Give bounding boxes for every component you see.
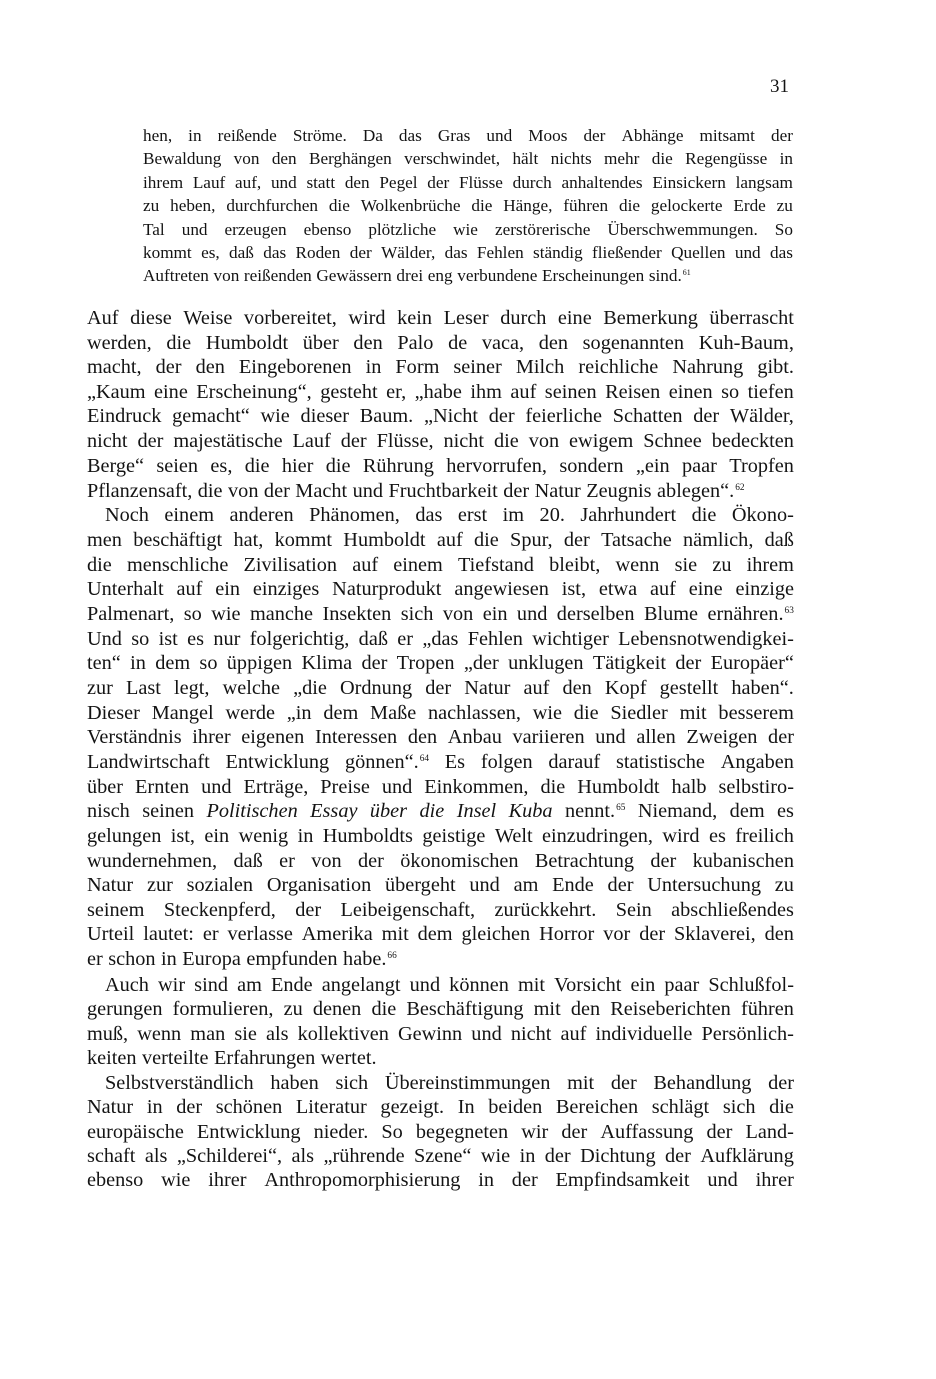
- body-line: Berge“ seien es, die hier die Rührung hervorrufen, sondern „ein paar Tropfen: [87, 455, 794, 477]
- body-line: „Kaum eine Erscheinung“, gesteht er, „habe ihm auf seinen Reisen einen so tiefen: [87, 381, 794, 403]
- page-number: 31: [770, 76, 789, 97]
- body-line: seinem Steckenpferd, der Leibeigenschaft, zurückkehrt. Sein abschließendes: [87, 899, 794, 921]
- body-line: Pflanzensaft, die von der Macht und Fruchtbarkeit der Natur Zeugnis ablegen“.$^{62}$: [87, 480, 745, 502]
- quote-line: Auftreten von reißenden Gewässern drei eng verbundene Erscheinungen sind.$^{61}$: [143, 266, 691, 285]
- body-line: wundernehmen, daß er von der ökonomischen Betrachtung der kubanischen: [87, 850, 794, 872]
- body-line: werden, die Humboldt über den Palo de vaca, den sogenannten Kuh-Baum,: [87, 332, 794, 354]
- body-line: Selbstverständlich haben sich Übereinstimmungen mit der Behandlung der: [105, 1072, 794, 1094]
- footnote-marker: 65: [616, 803, 626, 813]
- footnote-marker: 63: [784, 606, 794, 616]
- body-line: Natur in der schönen Literatur gezeigt. In beiden Bereichen schlägt sich die: [87, 1096, 794, 1118]
- body-line: gelungen ist, ein wenig in Humboldts geistige Welt einzudringen, wird es freilich: [87, 825, 794, 847]
- footnote-marker: 62: [735, 483, 745, 493]
- footnote-marker: 61: [682, 268, 691, 278]
- body-line: europäische Entwicklung nieder. So begegneten wir der Auffassung der Land-: [87, 1121, 794, 1143]
- body-line: Und so ist es nur folgerichtig, daß er „das Fehlen wichtiger Lebensnotwendigkei-: [87, 628, 794, 650]
- body-line: Urteil lautet: er verlasse Amerika mit dem gleichen Horror vor der Sklaverei, den: [87, 923, 794, 945]
- body-line: nicht der majestätische Lauf der Flüsse, nicht die von ewigem Schnee bedeckten: [87, 430, 794, 452]
- body-line: Dieser Mangel werde „in dem Maße nachlassen, wie die Siedler mit besserem: [87, 702, 794, 724]
- body-line: Palmenart, so wie manche Insekten sich von ein und derselben Blume ernähren.$^{63}$: [87, 603, 794, 625]
- quote-line: Tal und erzeugen ebenso plötzliche wie zerstörerische Überschwemmungen. So: [143, 220, 793, 239]
- quote-line: zu heben, durchfurchen die Wolkenbrüche die Hänge, führen die gelockerte Erde zu: [143, 196, 793, 215]
- body-line: ten“ in dem so üppigen Klima der Tropen „der unklugen Tätigkeit der Europäer“: [87, 652, 794, 674]
- quote-line: ihrem Lauf auf, und statt den Pegel der Flüsse durch anhaltendes Einsickern langsam: [143, 173, 793, 192]
- quote-line: kommt es, daß das Roden der Wälder, das Fehlen ständig fließender Quellen und das: [143, 243, 793, 262]
- body-line: Auch wir sind am Ende angelangt und können mit Vorsicht ein paar Schlußfol-: [105, 974, 794, 996]
- body-line: men beschäftigt hat, kommt Humboldt auf die Spur, der Tatsache nämlich, daß: [87, 529, 794, 551]
- body-line: Unterhalt auf ein einziges Naturprodukt angewiesen ist, etwa auf eine einzige: [87, 578, 794, 600]
- body-line: Landwirtschaft Entwicklung gönnen“.$^{64}$ Es folgen darauf statistische Angaben: [87, 751, 794, 773]
- body-line: nisch seinen Politischen Essay über die Insel Kuba nennt.$^{65}$ Niemand, dem es: [87, 800, 794, 822]
- body-line: muß, wenn man sie als kollektiven Gewinn und nicht auf individuelle Persönlich-: [87, 1023, 794, 1045]
- body-line: Natur zur sozialen Organisation übergeht und am Ende der Untersuchung zu: [87, 874, 794, 896]
- body-line: Noch einem anderen Phänomen, das erst im 20. Jahrhundert die Ökono-: [105, 504, 794, 526]
- footnote-marker: 64: [419, 754, 430, 764]
- body-line: Eindruck gemacht“ wie dieser Baum. „Nicht der feierliche Schatten der Wälder,: [87, 405, 794, 427]
- body-line: die menschliche Zivilisation auf einem Tiefstand bleibt, wenn sie zu ihrem: [87, 554, 794, 576]
- body-line: er schon in Europa empfunden habe.$^{66}$: [87, 948, 397, 970]
- body-line: schaft als „Schilderei“, als „rührende Szene“ wie in der Dichtung der Aufklärung: [87, 1145, 794, 1167]
- quote-line: hen, in reißende Ströme. Da das Gras und Moos der Abhänge mitsamt der: [143, 126, 793, 145]
- quote-line: Bewaldung von den Berghängen verschwindet, hält nichts mehr die Regengüsse in: [143, 149, 793, 168]
- body-line: ebenso wie ihrer Anthropomorphisierung in der Empfindsamkeit und ihrer: [87, 1169, 794, 1191]
- footnote-marker: 66: [387, 951, 397, 961]
- body-line: keiten verteilte Erfahrungen wertet.: [87, 1047, 377, 1069]
- body-line: gerungen formulieren, zu denen die Beschäftigung mit den Reiseberichten führen: [87, 998, 794, 1020]
- body-line: Verständnis ihrer eigenen Interessen den Anbau variieren und allen Zweigen der: [87, 726, 794, 748]
- body-line: zur Last legt, welche „die Ordnung der Natur auf den Kopf gestellt haben“.: [87, 677, 794, 699]
- body-line: über Ernten und Erträge, Preise und Einkommen, die Humboldt halb selbstiro-: [87, 776, 794, 798]
- body-line: macht, der den Eingeborenen in Form seiner Milch reichliche Nahrung gibt.: [87, 356, 794, 378]
- body-line: Auf diese Weise vorbereitet, wird kein Leser durch eine Bemerkung überrascht: [87, 307, 794, 329]
